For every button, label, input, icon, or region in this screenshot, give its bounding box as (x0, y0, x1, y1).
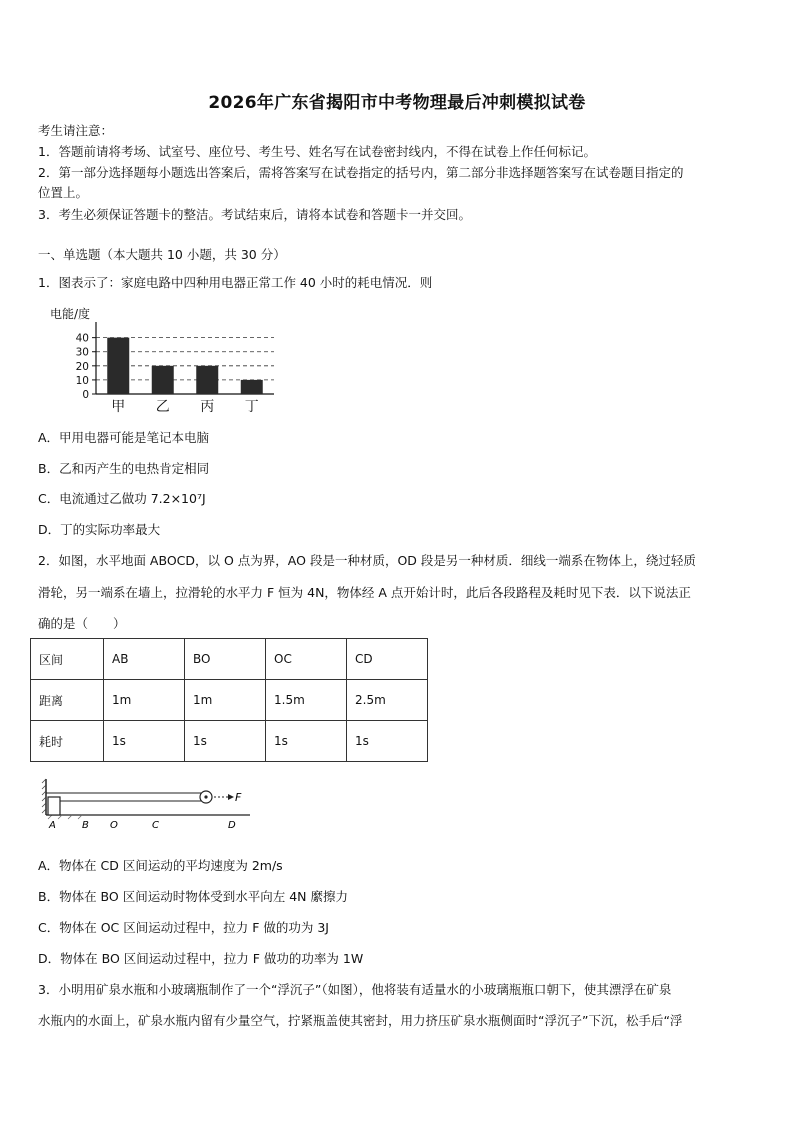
x-tick-label: 丁 (244, 399, 259, 415)
table-cell: 1.5m (266, 680, 347, 721)
data-table (30, 638, 428, 762)
question-1-stem: 1．图表示了：家庭电路中四种用电器正常工作 40 小时的耗电情况．则 (38, 275, 433, 290)
pulley-figure (40, 775, 260, 835)
bar-chart (40, 302, 290, 417)
force-arrowhead (228, 794, 234, 800)
question-3-stem-line-2: 水瓶内的水面上，矿泉水瓶内留有少量空气，拧紧瓶盖使其密封，用力挤压矿泉水瓶侧面时“浮沉子”下沉，松手后“浮 (38, 1013, 683, 1028)
table-cell: CD (347, 639, 428, 680)
notice-heading: 考生请注意： (38, 123, 114, 138)
table-cell: 耗时 (31, 721, 104, 762)
table-row (31, 721, 428, 762)
label-o: O (110, 820, 118, 831)
label-f: F (235, 791, 242, 804)
table-cell: AB (104, 639, 185, 680)
x-tick-label: 甲 (111, 399, 126, 415)
table-cell: 1s (104, 721, 185, 762)
bar-丙 (196, 366, 218, 394)
label-c: C (152, 820, 159, 831)
bar-丁 (241, 380, 263, 394)
label-b: B (82, 820, 89, 831)
question-2-option-c: C．物体在 OC 区间运动过程中，拉力 F 做的功为 3J (38, 920, 329, 935)
page-title: 2026年广东省揭阳市中考物理最后冲刺模拟试卷 (208, 93, 586, 113)
block (48, 797, 60, 815)
table-row (31, 639, 428, 680)
x-tick-label: 丙 (200, 399, 215, 415)
question-1-option-d: D．丁的实际功率最大 (38, 522, 161, 537)
notice-item-3: 3．考生必须保证答题卡的整洁。考试结束后，请将本试卷和答题卡一并交回。 (38, 207, 471, 222)
x-tick-label: 乙 (155, 399, 170, 415)
y-tick-label: 0 (82, 389, 89, 401)
notice-item-2-cont: 位置上。 (38, 185, 89, 200)
y-tick-label: 40 (75, 332, 89, 345)
table-cell: 区间 (31, 639, 104, 680)
table-cell: OC (266, 639, 347, 680)
table-cell: BO (185, 639, 266, 680)
bar-乙 (152, 366, 174, 394)
table-cell: 1s (266, 721, 347, 762)
table-cell: 1s (185, 721, 266, 762)
section-heading: 一、单选题（本大题共 10 小题，共 30 分） (38, 247, 286, 262)
chart-ylabel: 电能/度 (50, 307, 91, 321)
notice-item-2: 2．第一部分选择题每小题选出答案后，需将答案写在试卷指定的括号内，第二部分非选择题答案写在试卷题目指定的 (38, 165, 684, 180)
table-cell: 1m (185, 680, 266, 721)
question-1-option-a: A．甲用电器可能是笔记本电脑 (38, 430, 210, 445)
question-2-stem-line-1: 2．如图，水平地面 ABOCD，以 O 点为界，AO 段是一种材质，OD 段是另一种材质．细线一端系在物体上，绕过轻质 (38, 553, 696, 568)
question-1-option-c: C．电流通过乙做功 7.2×10⁷J (38, 491, 206, 506)
question-2-option-b: B．物体在 BO 区间运动时物体受到水平向左 4N 縻擦力 (38, 889, 348, 904)
y-tick-label: 30 (75, 346, 89, 359)
table-cell: 距离 (31, 680, 104, 721)
question-2-stem-line-2: 滑轮，另一端系在墙上，拉滑轮的水平力 F 恒为 4N，物体经 A 点开始计时，此后各段路程及耗时见下表．以下说法正 (38, 585, 691, 600)
pulley-axle (204, 795, 207, 798)
question-3-stem-line-1: 3．小明用矿泉水瓶和小玻璃瓶制作了一个“浮沉子”（如图），他将装有适量水的小玻璃瓶瓶口朝下，使其漂浮在矿泉 (38, 982, 672, 997)
bar-甲 (107, 338, 129, 394)
label-a: A (49, 820, 56, 831)
question-2-option-d: D．物体在 BO 区间运动过程中，拉力 F 做功的功率为 1W (38, 951, 364, 966)
notice-item-1: 1．答题前请将考场、试室号、座位号、考生号、姓名写在试卷密封线内，不得在试卷上作任何标记。 (38, 144, 596, 159)
y-tick-label: 20 (75, 360, 89, 373)
table-cell: 2.5m (347, 680, 428, 721)
y-tick-label: 10 (75, 374, 89, 387)
question-2-option-a: A．物体在 CD 区间运动的平均速度为 2m/s (38, 858, 283, 873)
label-d: D (228, 820, 236, 831)
table-cell: 1s (347, 721, 428, 762)
question-1-option-b: B．乙和丙产生的电热肯定相同 (38, 461, 210, 476)
question-2-stem-line-3: 确的是（ ） (38, 616, 126, 631)
table-cell: 1m (104, 680, 185, 721)
table-row (31, 680, 428, 721)
